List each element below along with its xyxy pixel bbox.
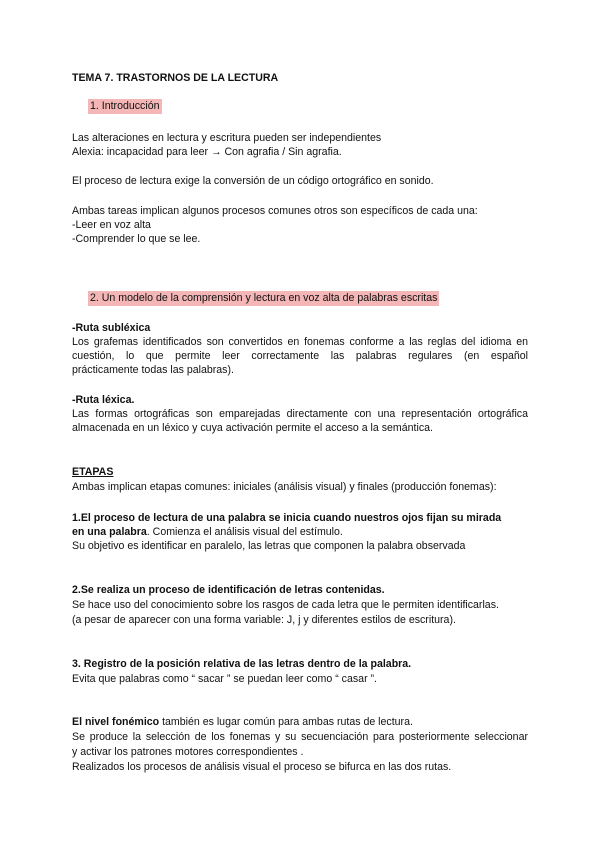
ruta-sublexica-line-3: prácticamente todas las palabras). bbox=[72, 364, 234, 376]
intro-paragraph-2: Alexia: incapacidad para leer → Con agrafia / Sin agrafia. bbox=[72, 146, 342, 158]
fonemico-line-1 bbox=[72, 716, 413, 729]
etapa-2-bold-line: 2.Se realiza un proceso de identificación de letras contenidas. bbox=[72, 584, 385, 596]
etapa-1-line-3: Su objetivo es identificar en paralelo, las letras que componen la palabra observada bbox=[72, 540, 466, 552]
section-heading-modelo: 2. Un modelo de la comprensión y lectura en voz alta de palabras escritas bbox=[90, 292, 438, 304]
ruta-sublexica-line-2: cuestión, lo que permite leer correctamente las palabras regulares (en español bbox=[72, 350, 528, 362]
fonemico-line-2: Se produce la selección de los fonemas y su secuenciación para posteriormente seleccionar bbox=[72, 731, 528, 743]
intro-paragraph-3: El proceso de lectura exige la conversión de un código ortográfico en sonido. bbox=[72, 175, 434, 187]
etapa-2-line-2: Se hace uso del conocimiento sobre los rasgos de cada letra que le permiten identificarlas. bbox=[72, 599, 499, 611]
fonemico-rest: también es lugar común para ambas rutas de lectura. bbox=[159, 716, 413, 728]
etapa-1-line-2 bbox=[72, 526, 343, 539]
intro-paragraph-4: Ambas tareas implican algunos procesos comunes otros son específicos de cada una: bbox=[72, 205, 478, 217]
ruta-lexica-line-2: almacenada en un léxico y cuya activación permite el acceso a la semántica. bbox=[72, 422, 433, 434]
etapa-3-line-2: Evita que palabras como “ sacar ” se puedan leer como “ casar ”. bbox=[72, 673, 378, 685]
intro-list-item-1: -Leer en voz alta bbox=[72, 219, 151, 231]
document-title: TEMA 7. TRASTORNOS DE LA LECTURA bbox=[72, 72, 279, 84]
etapas-intro: Ambas implican etapas comunes: iniciales (análisis visual) y finales (producción fonemas): bbox=[72, 481, 497, 493]
intro-paragraph-1: Las alteraciones en lectura y escritura pueden ser independientes bbox=[72, 132, 382, 144]
ruta-lexica-heading: -Ruta léxica. bbox=[72, 394, 135, 406]
fonemico-line-3: y activar los patrones motores correspondientes . bbox=[72, 746, 304, 758]
ruta-lexica-line-1: Las formas ortográficas son emparejadas directamente con una representación ortográfica bbox=[72, 408, 528, 420]
fonemico-line-4: Realizados los procesos de análisis visual el proceso se bifurca en las dos rutas. bbox=[72, 761, 452, 773]
etapa-1-bold-line: 1.El proceso de lectura de una palabra se inicia cuando nuestros ojos fijan su mirada bbox=[72, 512, 502, 524]
section-heading-introduccion: 1. Introducción bbox=[90, 100, 160, 112]
etapa-3-bold-line: 3. Registro de la posición relativa de las letras dentro de la palabra. bbox=[72, 658, 412, 670]
ruta-sublexica-heading: -Ruta subléxica bbox=[72, 322, 151, 334]
ruta-sublexica-line-1: Los grafemas identificados son convertidos en fonemas conforme a las reglas del idioma en bbox=[72, 336, 528, 348]
intro-list-item-2: -Comprender lo que se lee. bbox=[72, 233, 201, 245]
etapa-2-line-3: (a pesar de aparecer con una forma variable: J, j y diferentes estilos de escritura). bbox=[72, 614, 456, 626]
fonemico-bold: El nivel fonémico bbox=[72, 716, 160, 728]
etapa-1-bold-phrase: en una palabra bbox=[72, 526, 147, 538]
etapas-heading: ETAPAS bbox=[72, 466, 114, 478]
etapa-1-rest: . Comienza el análisis visual del estímulo. bbox=[146, 526, 343, 538]
